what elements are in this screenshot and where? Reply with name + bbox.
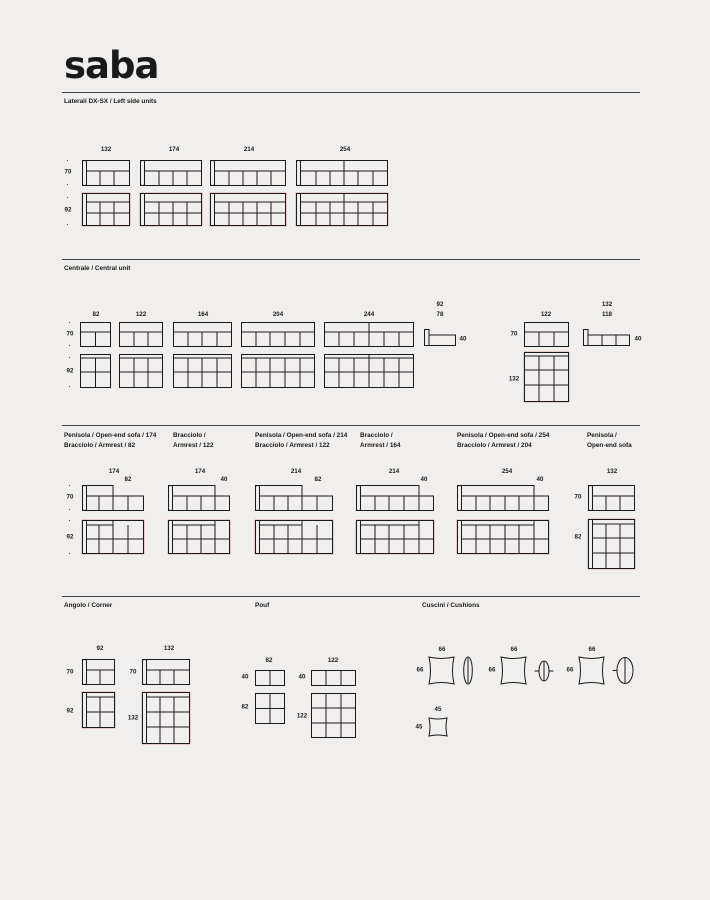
open-end-front-174 [82, 485, 144, 511]
section-title-left-side-units: Laterali DX-SX / Left side units [64, 98, 157, 105]
dim-width-122: 122 [540, 311, 552, 318]
open-end-title-2b: Armrest / 122 [173, 442, 214, 449]
extra-front-view-122 [524, 322, 569, 347]
section-title-cushions: Cuscini / Cushions [422, 602, 480, 609]
sofa-front-view-254 [296, 160, 388, 186]
dim-armrest-inner-78: 78 [436, 311, 444, 318]
section-title-corner: Angolo / Corner [64, 602, 113, 609]
dim-dot [67, 160, 68, 161]
dim-height-70: 70 [129, 668, 137, 676]
open-end-front-174-armrest [168, 485, 230, 511]
open-end-front-254 [457, 485, 549, 511]
dim-dot [69, 520, 70, 521]
dim-dot [67, 224, 68, 225]
open-end-plan-254 [457, 520, 549, 554]
sofa-plan-view-214 [210, 193, 286, 226]
cushion-66-front-1 [428, 656, 455, 685]
dim-width-82: 82 [92, 311, 100, 318]
open-end-title-1b: Bracciolo / Armrest / 82 [64, 442, 136, 449]
open-end-title-4b: Armrest / 164 [360, 442, 401, 449]
dim-width-204: 204 [272, 311, 284, 318]
dim-height-122: 122 [296, 712, 308, 720]
dim-width-174: 174 [194, 468, 206, 475]
dim-width-66: 66 [438, 646, 446, 653]
pouf-front-122 [311, 670, 356, 686]
dim-height-45: 45 [415, 723, 423, 731]
dim-dot [69, 485, 70, 486]
dim-height-82: 82 [241, 703, 249, 711]
dim-height-70: 70 [510, 330, 518, 338]
open-end-title-1a: Penisola / Open-end sofa / 174 [64, 432, 157, 439]
corner-plan-132 [142, 692, 190, 744]
dim-height-70: 70 [66, 330, 74, 338]
pouf-plan-82 [255, 693, 285, 724]
dim-width-174: 174 [108, 468, 120, 475]
pouf-front-82 [255, 670, 285, 686]
section-title-central-unit: Centrale / Central unit [64, 265, 131, 272]
pouf-plan-122 [311, 693, 356, 738]
dim-dot [69, 357, 70, 358]
open-end-plan-174-armrest [168, 520, 230, 554]
open-end-title-6a: Penisola / [587, 432, 617, 439]
dim-dot [69, 322, 70, 323]
dim-armrest-outer-132: 132 [601, 301, 613, 308]
dim-inner-82: 82 [314, 476, 322, 483]
dim-height-40: 40 [241, 673, 249, 681]
central-front-view-164 [173, 322, 232, 347]
dim-width-214: 214 [243, 146, 255, 153]
dim-width-132: 132 [606, 468, 618, 475]
section-divider [62, 259, 640, 260]
dim-width-164: 164 [197, 311, 209, 318]
dim-width-174: 174 [168, 146, 180, 153]
header-divider [62, 92, 640, 93]
dim-width-122: 122 [327, 657, 339, 664]
sofa-plan-view-254 [296, 193, 388, 226]
section-title-pouf: Pouf [255, 602, 270, 609]
open-end-title-4a: Bracciolo / [360, 432, 393, 439]
dim-armrest-outer-92: 92 [436, 301, 444, 308]
dim-dot [67, 184, 68, 185]
dim-inner-40: 40 [420, 476, 428, 483]
dim-height-66: 66 [488, 666, 496, 674]
open-end-plan-132 [588, 519, 635, 569]
open-end-plan-214-armrest [356, 520, 434, 554]
dim-dot [67, 197, 68, 198]
dim-dot [69, 386, 70, 387]
extra-plan-view-122x132 [524, 352, 569, 402]
dim-height-132: 132 [508, 375, 520, 383]
section-divider [62, 596, 640, 597]
cushion-66-side-3 [612, 656, 635, 685]
dim-height-70: 70 [64, 168, 72, 176]
extra-armrest-front-view [583, 329, 630, 346]
section-divider [62, 425, 640, 426]
dim-height-66: 66 [416, 666, 424, 674]
dim-armrest-inner-118: 118 [602, 311, 612, 318]
central-plan-view-122 [119, 354, 163, 388]
central-plan-view-82 [80, 354, 111, 388]
central-front-view-122 [119, 322, 163, 347]
dim-height-70: 70 [66, 668, 74, 676]
cushion-66-side-1 [463, 656, 473, 685]
dim-height-92: 92 [66, 533, 74, 541]
dim-height-132: 132 [127, 714, 139, 722]
dim-height-40: 40 [298, 673, 306, 681]
dim-width-122: 122 [135, 311, 147, 318]
armrest-front-view [424, 329, 456, 346]
dim-inner-82: 82 [124, 476, 132, 483]
cushion-66-front-3 [578, 656, 605, 685]
open-end-title-5a: Penisola / Open-end sofa / 254 [457, 432, 550, 439]
corner-front-132 [142, 659, 190, 685]
open-end-plan-174 [82, 520, 144, 554]
dim-width-132: 132 [163, 645, 175, 652]
corner-plan-92 [82, 692, 115, 728]
dim-width-45: 45 [434, 706, 442, 713]
open-end-title-3a: Penisola / Open-end sofa / 214 [255, 432, 348, 439]
dim-width-214: 214 [388, 468, 400, 475]
central-front-view-244 [324, 322, 414, 347]
central-plan-view-244 [324, 354, 414, 388]
open-end-plan-214 [255, 520, 333, 554]
dim-width-82: 82 [265, 657, 273, 664]
dim-height-82: 82 [574, 533, 582, 541]
dim-width-254: 254 [339, 146, 351, 153]
open-end-title-5b: Bracciolo / Armrest / 204 [457, 442, 532, 449]
sofa-front-view-174 [140, 160, 202, 186]
cushion-66-side-2 [534, 660, 554, 682]
sofa-front-view-214 [210, 160, 286, 186]
central-plan-view-164 [173, 354, 232, 388]
dim-height-92: 92 [66, 367, 74, 375]
dim-height-66: 66 [566, 666, 574, 674]
dim-height-70: 70 [574, 493, 582, 501]
dim-width-132: 132 [100, 146, 112, 153]
open-end-front-132 [588, 485, 635, 511]
dim-inner-40: 40 [536, 476, 544, 483]
dim-dot [69, 345, 70, 346]
open-end-title-3b: Bracciolo / Armrest / 122 [255, 442, 330, 449]
sofa-plan-view-174 [140, 193, 202, 226]
corner-front-92 [82, 659, 115, 685]
open-end-title-6b: Open-end sofa [587, 442, 632, 449]
dim-dot [69, 509, 70, 510]
dim-height-70: 70 [66, 493, 74, 501]
cushion-45-front [428, 717, 448, 737]
dim-width-254: 254 [501, 468, 513, 475]
sofa-plan-view-132 [82, 193, 130, 226]
dim-inner-40: 40 [220, 476, 228, 483]
central-plan-view-204 [241, 354, 315, 388]
open-end-front-214 [255, 485, 333, 511]
dim-dot [69, 553, 70, 554]
central-front-view-204 [241, 322, 315, 347]
dim-height-92: 92 [66, 707, 74, 715]
dim-armrest-height-40: 40 [634, 335, 642, 343]
dim-height-92: 92 [64, 206, 72, 214]
dim-width-66: 66 [510, 646, 518, 653]
dim-width-92: 92 [96, 645, 104, 652]
brand-logo: saba [64, 44, 159, 87]
dim-armrest-height-40: 40 [459, 335, 467, 343]
dim-width-66: 66 [588, 646, 596, 653]
dim-width-214: 214 [290, 468, 302, 475]
open-end-title-2a: Bracciolo / [173, 432, 206, 439]
cushion-66-front-2 [500, 656, 527, 685]
central-front-view-82 [80, 322, 111, 347]
dim-width-244: 244 [363, 311, 375, 318]
open-end-front-214-armrest [356, 485, 434, 511]
sofa-front-view-132 [82, 160, 130, 186]
